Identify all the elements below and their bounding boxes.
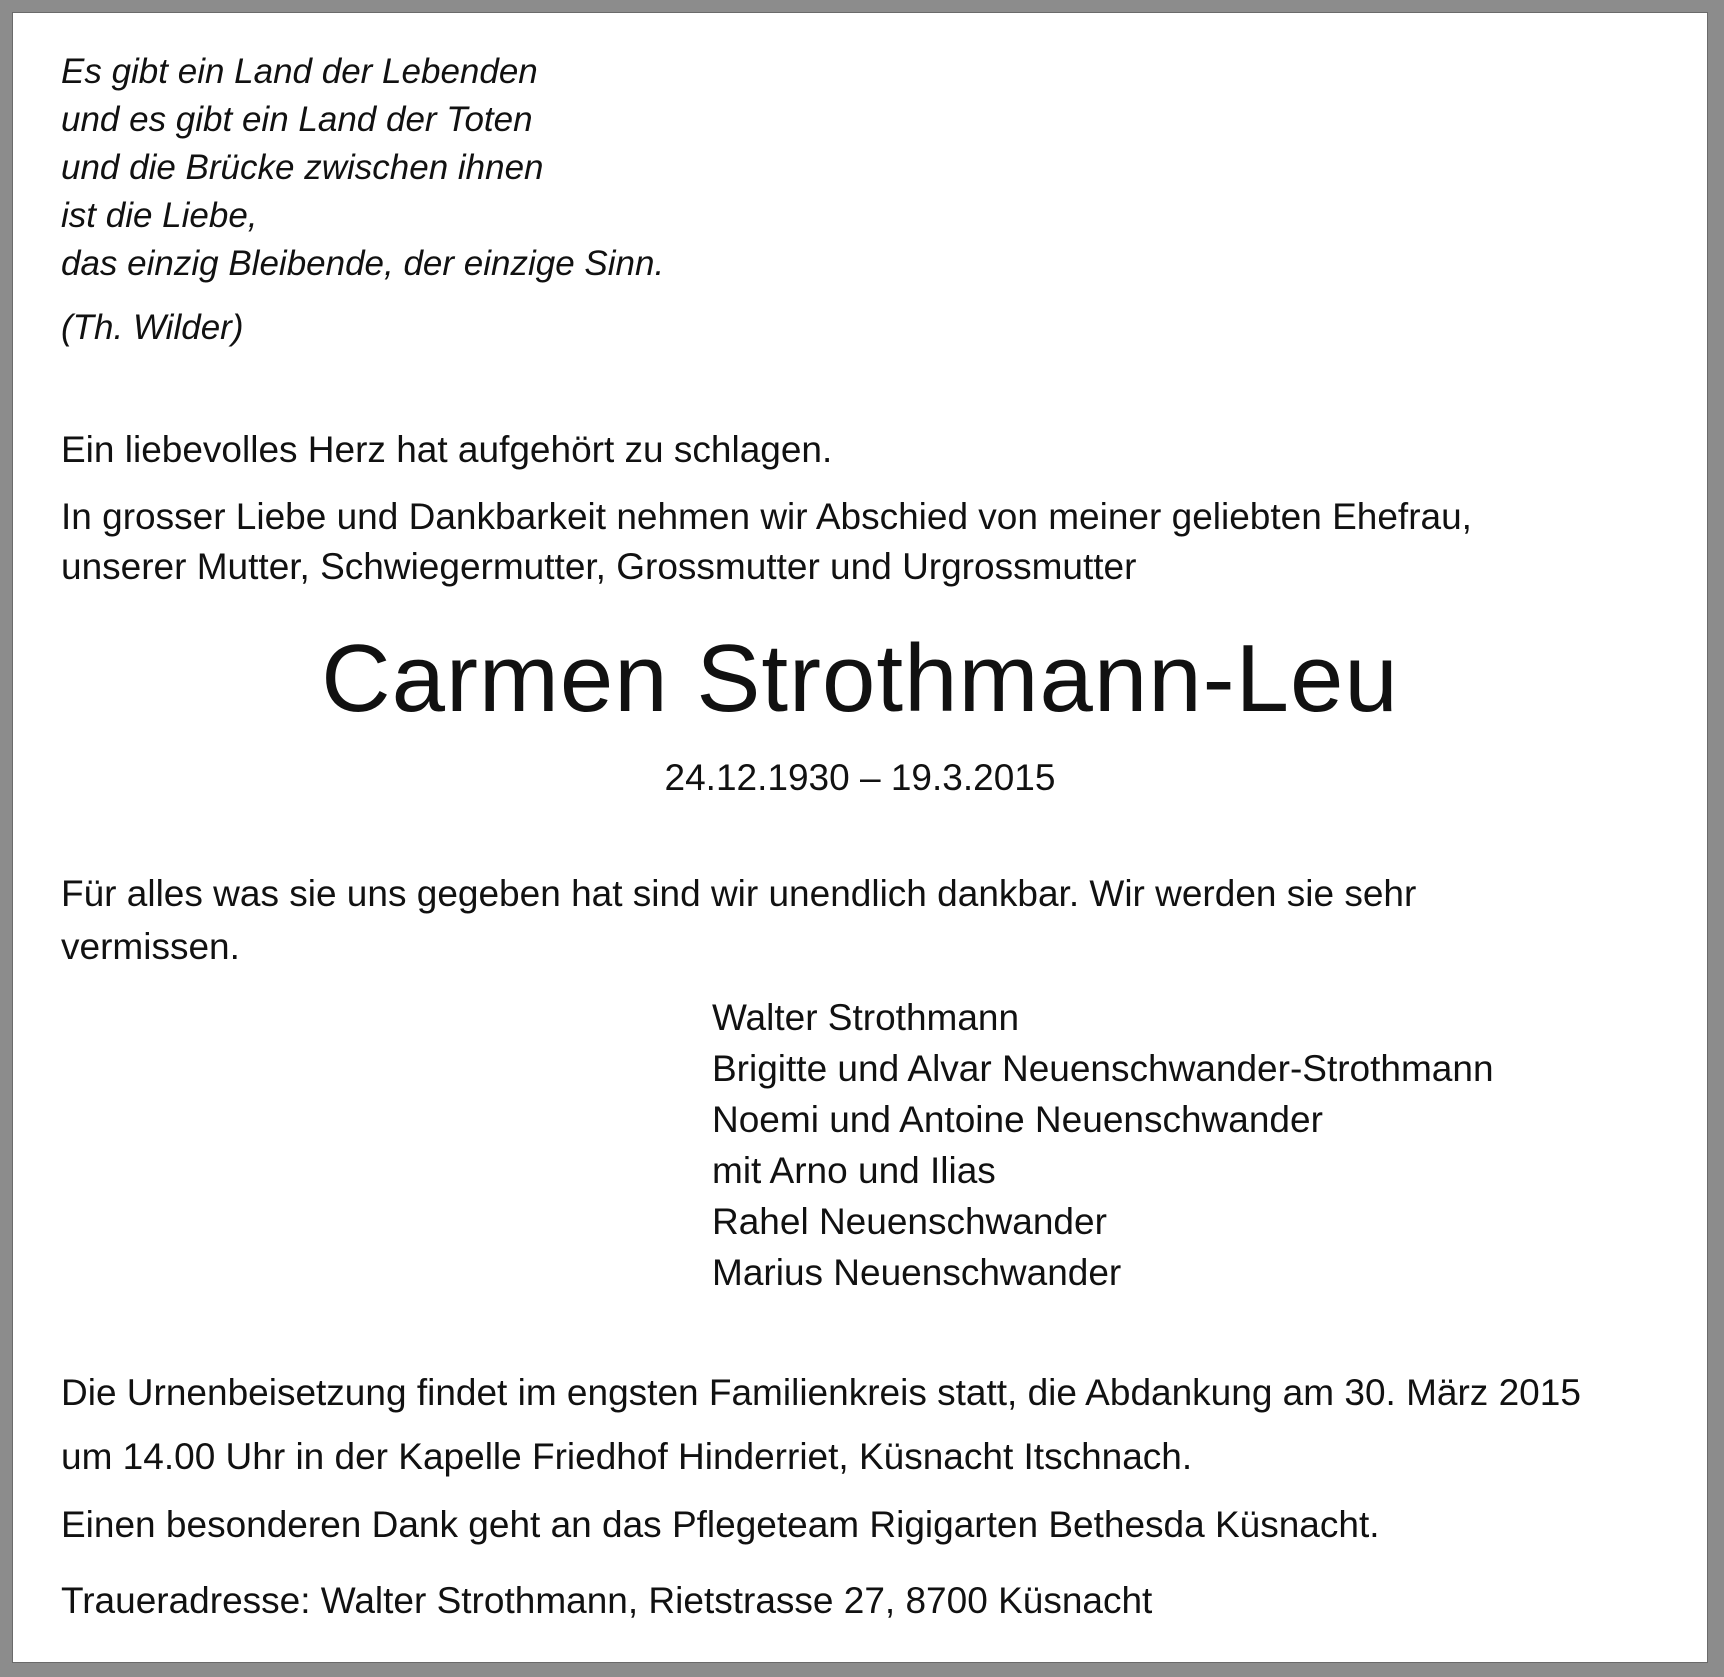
ceremony-line: um 14.00 Uhr in der Kapelle Friedhof Hinderriet, Küsnacht Itschnach.: [61, 1436, 1193, 1477]
life-dates: 24.12.1930 – 19.3.2015: [664, 757, 1056, 798]
signer: Marius Neuenschwander: [712, 1252, 1122, 1293]
signers-list: [712, 992, 1672, 1298]
poem-line: und die Brücke zwischen ihnen: [61, 148, 544, 187]
intro-relations-line: unserer Mutter, Schwiegermutter, Grossmutter und Urgrossmutter: [61, 546, 1137, 587]
signer: Brigitte und Alvar Neuenschwander-Strothmann: [712, 1048, 1494, 1089]
signer: mit Arno und Ilias: [712, 1150, 996, 1191]
obituary-notice: [12, 12, 1708, 1663]
deceased-name: Carmen Strothmann-Leu: [321, 625, 1399, 732]
gratitude-line: vermissen.: [61, 926, 240, 967]
gratitude-line: Für alles was sie uns gegeben hat sind wir unendlich dankbar. Wir werden sie sehr: [61, 873, 1417, 914]
mourning-address: Traueradresse: Walter Strothmann, Rietstrasse 27, 8700 Küsnacht: [61, 1580, 1153, 1621]
signer: Walter Strothmann: [712, 997, 1020, 1038]
signer: Noemi und Antoine Neuenschwander: [712, 1099, 1323, 1140]
poem-source: (Th. Wilder): [61, 308, 244, 347]
poem-line: das einzig Bleibende, der einzige Sinn.: [61, 244, 665, 283]
poem-line: und es gibt ein Land der Toten: [61, 100, 533, 139]
intro-heart-line: Ein liebevolles Herz hat aufgehört zu schlagen.: [61, 429, 833, 470]
intro-farewell-line: In grosser Liebe und Dankbarkeit nehmen wir Abschied von meiner geliebten Ehefrau,: [61, 496, 1472, 537]
poem-line: Es gibt ein Land der Lebenden: [61, 52, 538, 91]
signer: Rahel Neuenschwander: [712, 1201, 1107, 1242]
poem: [61, 48, 961, 288]
ceremony-line: Die Urnenbeisetzung findet im engsten Familienkreis statt, die Abdankung am 30. März 2015: [61, 1372, 1581, 1413]
poem-line: ist die Liebe,: [61, 196, 258, 235]
thanks-line: Einen besonderen Dank geht an das Pflegeteam Rigigarten Bethesda Küsnacht.: [61, 1504, 1380, 1545]
